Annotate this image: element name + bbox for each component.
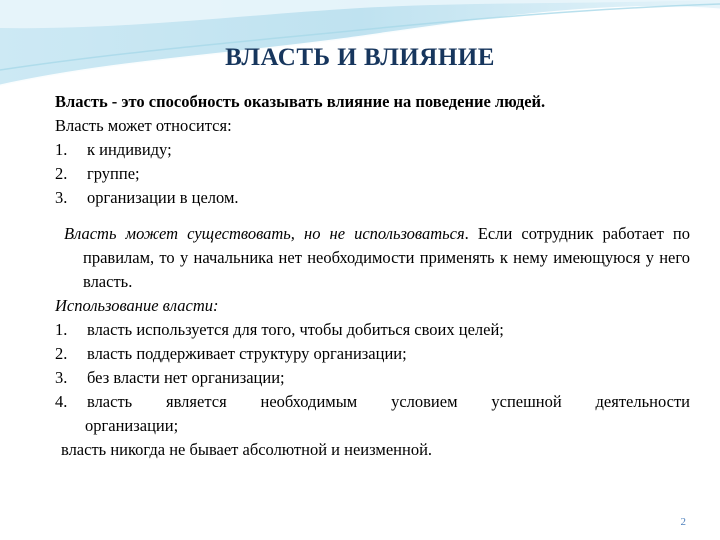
- list-number: 1.: [55, 320, 68, 339]
- closing-line: власть никогда не бывает абсолютной и неизменной.: [61, 440, 433, 459]
- list-item: [55, 186, 690, 210]
- list-item: [55, 138, 690, 162]
- list-item: [55, 162, 690, 186]
- list-number: 2.: [55, 344, 68, 363]
- list-item: [55, 342, 690, 366]
- list-number: 3.: [55, 368, 68, 387]
- list-number: 1.: [55, 140, 68, 159]
- paragraph-rest: . Если сотрудник работает по правилам, то у начальника нет необходимости применять к нему имеющуюся у него власть.: [83, 224, 690, 291]
- paragraph-italic: Власть может существовать, но не использоваться: [64, 224, 465, 243]
- page-number: 2: [680, 516, 686, 528]
- explanation-paragraph: [64, 222, 690, 294]
- list-number: 4.: [55, 392, 68, 411]
- list-item-continuation: организации;: [85, 416, 179, 435]
- usage-heading: Использование власти:: [55, 296, 219, 315]
- list-item-text: власть используется для того, чтобы добиться своих целей;: [87, 320, 504, 339]
- slide-title: ВЛАСТЬ И ВЛИЯНИЕ: [225, 44, 495, 71]
- list-item: [55, 366, 690, 390]
- list-item-text: без власти нет организации;: [87, 368, 285, 387]
- definition-intro: Власть может относится:: [55, 116, 232, 135]
- list-item: [55, 318, 690, 342]
- list-number: 3.: [55, 188, 68, 207]
- list-item-text: власть поддерживает структуру организации;: [87, 344, 407, 363]
- list-item-text: организации в целом.: [87, 188, 239, 207]
- list-number: 2.: [55, 164, 68, 183]
- spacer: [55, 210, 690, 222]
- list-item-text: к индивиду;: [87, 140, 172, 159]
- list-item-text: власть является необходимым условием успешной деятельности: [87, 392, 690, 411]
- slide-content: [55, 90, 690, 462]
- definition-line: Власть - это способность оказывать влияние на поведение людей.: [55, 92, 546, 111]
- list-item-text: группе;: [87, 164, 140, 183]
- list-item: [55, 390, 690, 414]
